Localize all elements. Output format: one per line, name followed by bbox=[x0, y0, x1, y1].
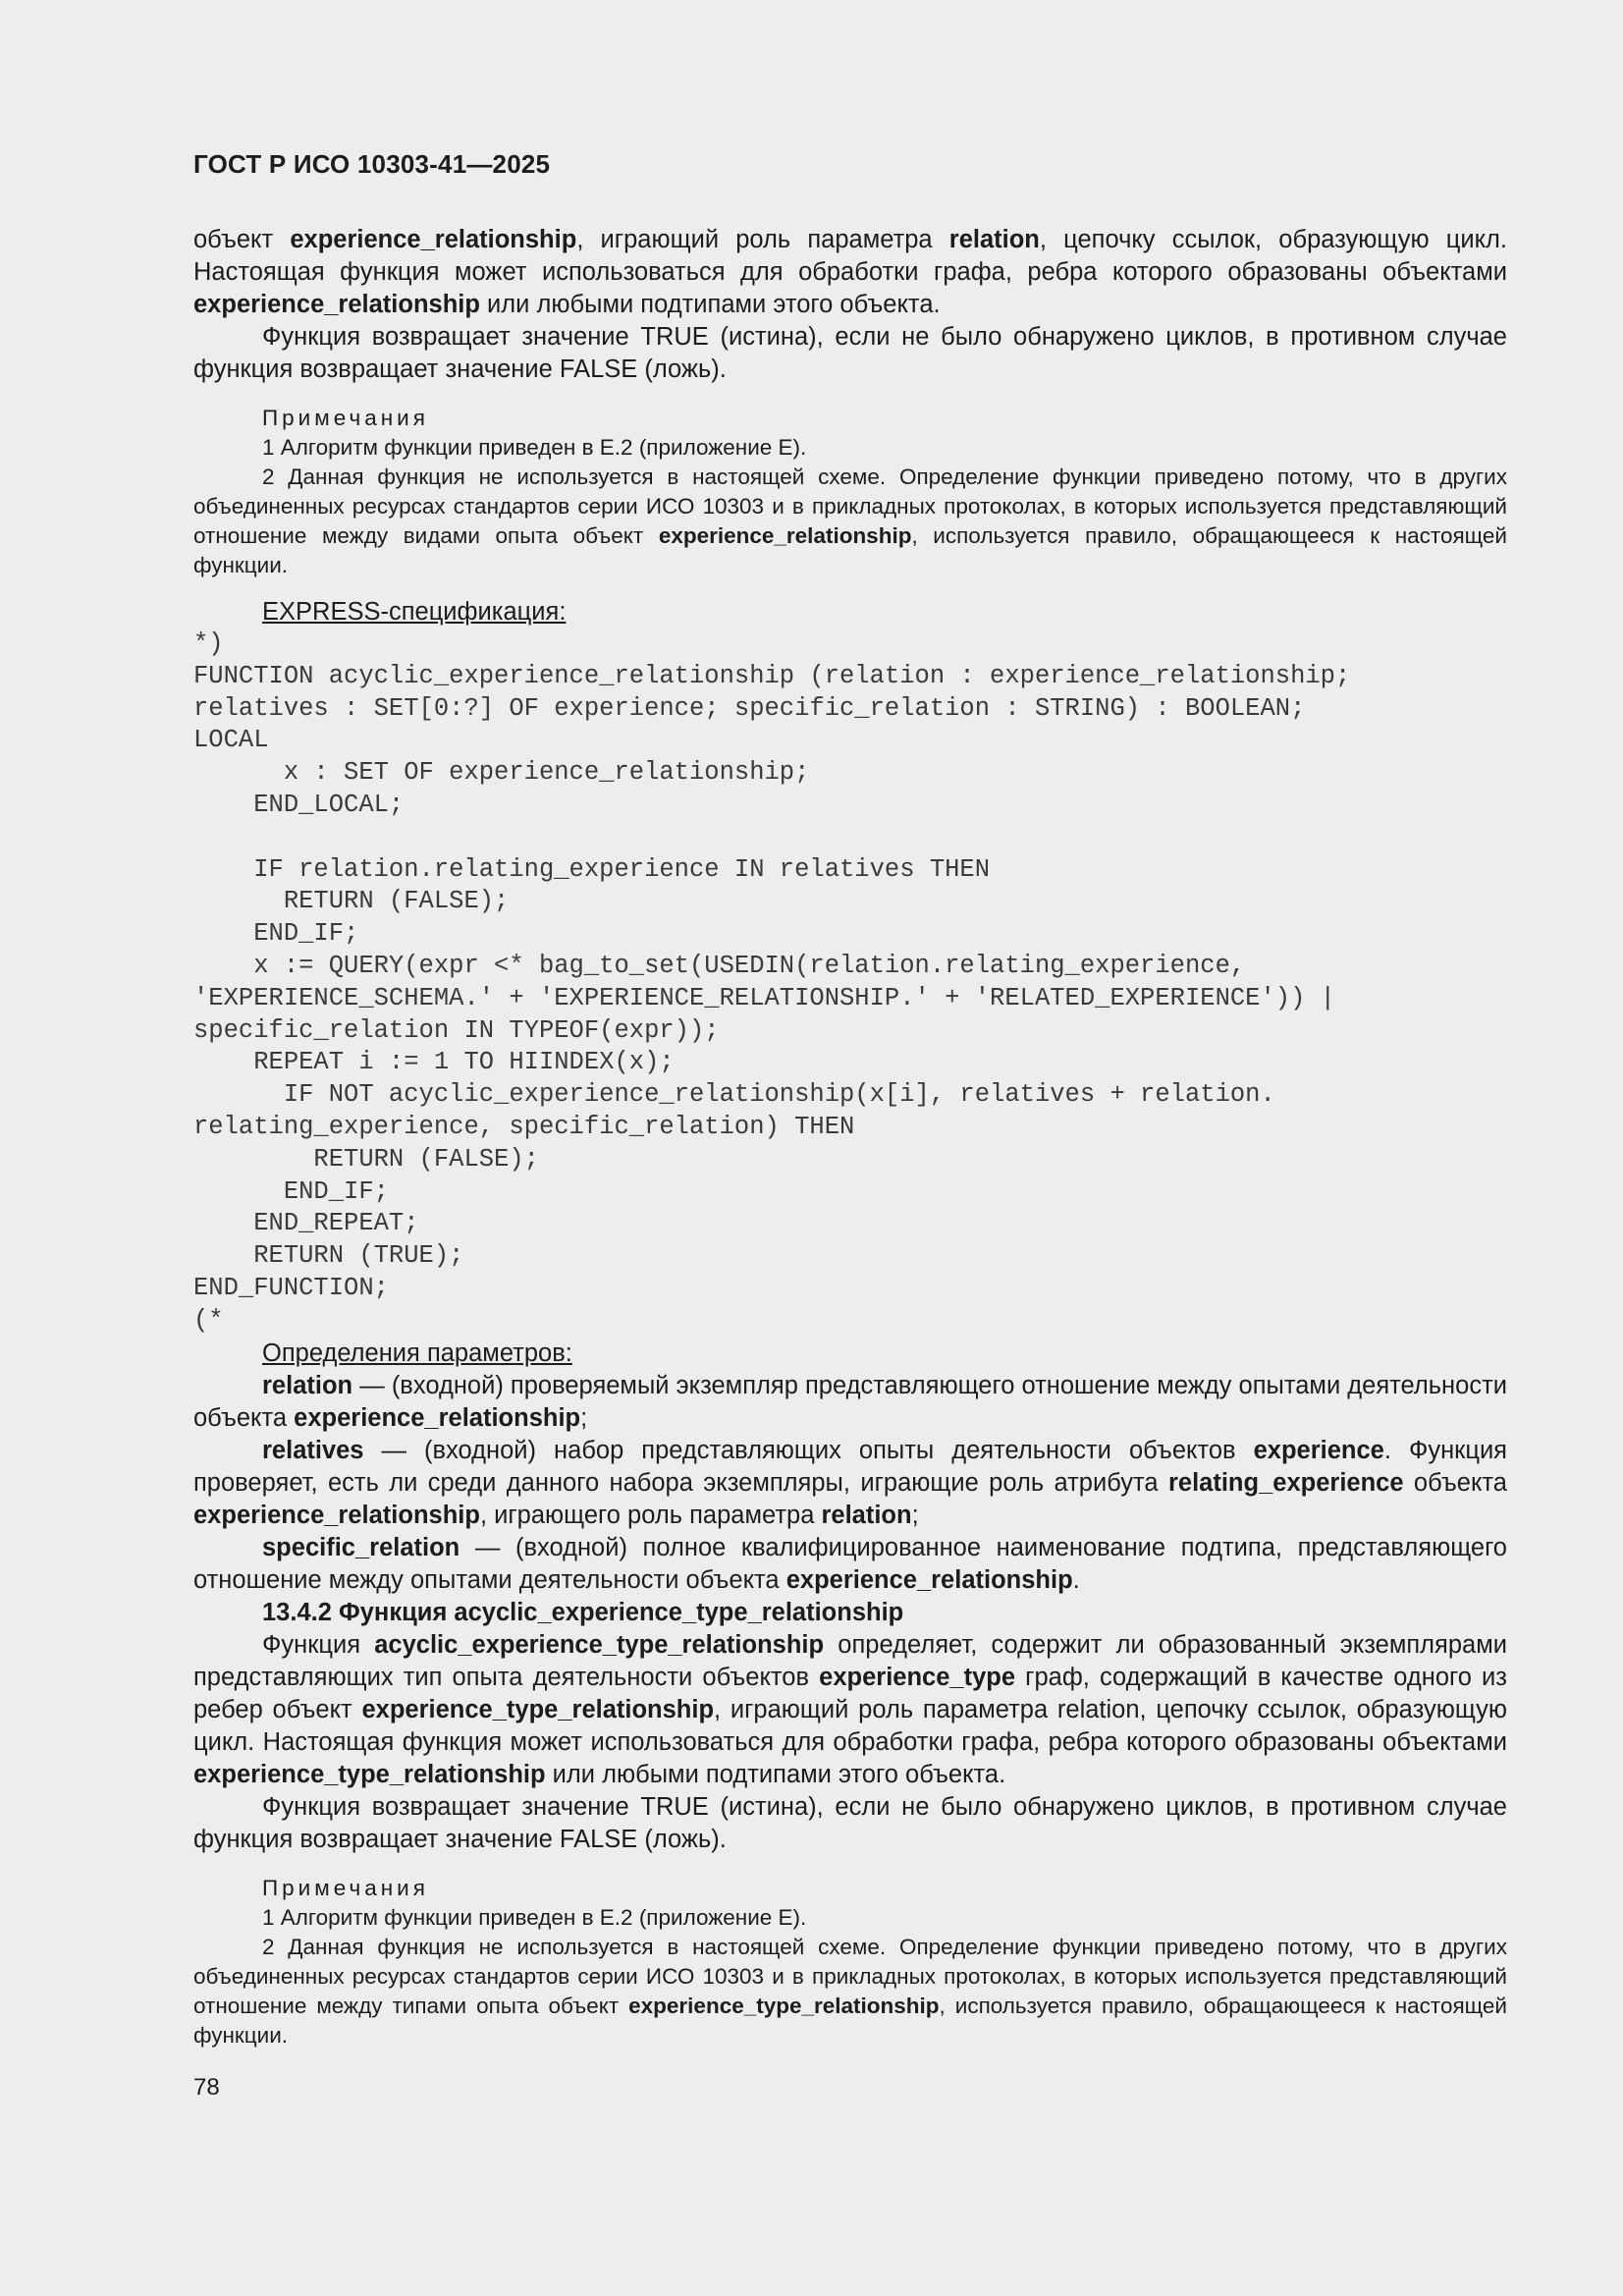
bold-term: experience_relationship bbox=[193, 1501, 480, 1529]
note-1: 1 Алгоритм функции приведен в Е.2 (приложение Е). bbox=[262, 1904, 807, 1930]
express-label: EXPRESS-спецификация: bbox=[262, 598, 567, 626]
section-title: 13.4.2 Функция acyclic_experience_type_relationship bbox=[262, 1598, 904, 1626]
note-2: 2 Данная функция не используется в настоящей схеме. Определение функции приведено потому, что в других объединенных ресурсах стандартов серии ИСО 10303 и в прикладных протоколах, в которых используется представляющий отношение между типами опыта объект experience_type_relationship, используется правило, обращающееся к настоящей функции. bbox=[193, 1934, 1507, 2048]
bold-term: experience_relationship bbox=[290, 226, 577, 253]
note-1: 1 Алгоритм функции приведен в Е.2 (приложение Е). bbox=[262, 435, 807, 460]
bold-term: experience_type_relationship bbox=[361, 1695, 715, 1723]
bold-term: relatives bbox=[262, 1436, 364, 1464]
note-2: 2 Данная функция не используется в настоящей схеме. Определение функции приведено потому, что в других объединенных ресурсах стандартов серии ИСО 10303 и в прикладных протоколах, в которых используется представляющий отношение между видами опыта объект experience_relationship, используется правило, обращающееся к настоящей функции. bbox=[193, 465, 1507, 577]
param-relatives: relatives — (входной) набор представляющих опыты деятельности объектов experience. Функция проверяет, есть ли среди данного набора экземпляры, играющие роль атрибута relating_experience объекта experience_relationship, играющего роль параметра relation; bbox=[193, 1436, 1507, 1529]
bold-term: experience_relationship bbox=[785, 1565, 1073, 1594]
bold-term: experience_type_relationship bbox=[193, 1760, 546, 1788]
notes-title: Примечания bbox=[262, 406, 429, 430]
page-number: 78 bbox=[193, 2074, 220, 2101]
bold-term: relation bbox=[948, 226, 1040, 253]
bold-term: experience_relationship bbox=[658, 523, 912, 548]
bold-term: experience bbox=[1253, 1436, 1384, 1464]
bold-term: experience_relationship bbox=[193, 291, 480, 318]
express-code: *) FUNCTION acyclic_experience_relationship (relation : experience_relationship; relatives : SET[0:?] OF experience; specific_relation : STRING) : BOOLEAN; LOCAL x : SET OF experience_relationship; END_LOCAL; IF relation.relating_experience IN relatives THEN RETURN (FALSE); END_IF; x := QUERY(expr <* bag_to_set(USEDIN(relation.relating_experience, 'EXPERIENCE_SCHEMA.' + 'EXPERIENCE_RELATIONSHIP.' + 'RELATED_EXPERIENCE')) | specific_relation IN TYPEOF(expr)); REPEAT i := 1 TO HIINDEX(x); IF NOT acyclic_experience_relationship(x[i], relatives + relation. relating_experience, specific_relation) THEN RETURN (FALSE); END_IF; END_REPEAT; RETURN (TRUE); END_FUNCTION; (* bbox=[193, 629, 1351, 1335]
bold-term: relating_experience bbox=[1167, 1468, 1404, 1497]
bold-term: acyclic_experience_type_relationship bbox=[374, 1630, 825, 1659]
paragraph-return: Функция возвращает значение TRUE (истина), если не было обнаружено циклов, в противном случае функция возвращает значение FALSE (ложь). bbox=[193, 323, 1507, 383]
bold-term: relation bbox=[262, 1371, 353, 1399]
notes-block-2 bbox=[193, 1874, 1507, 2050]
param-specific-relation: specific_relation — (входной) полное квалифицированное наименование подтипа, представляющего отношение между опытами деятельности объекта experience_relationship. bbox=[193, 1533, 1507, 1594]
paragraph-intro: объект experience_relationship, играющий роль параметра relation, цепочку ссылок, образующую цикл. Настоящая функция может использоваться для обработки графа, ребра которого образованы объектами experience_relationship или любыми подтипами этого объекта. bbox=[193, 226, 1507, 318]
bold-term: experience_type bbox=[819, 1663, 1016, 1691]
bold-term: experience_relationship bbox=[294, 1403, 581, 1432]
param-relation: relation — (входной) проверяемый экземпляр представляющего отношение между опытами деятельности объекта experience_relationship; bbox=[193, 1371, 1507, 1432]
paragraph-section: Функция acyclic_experience_type_relationship определяет, содержит ли образованный экземплярами представляющих тип опыта деятельности объектов experience_type граф, содержащий в качестве одного из ребер объект experience_type_relationship, играющий роль параметра relation, цепочку ссылок, образующую цикл. Настоящая функция может использоваться для обработки графа, ребра которого образованы объектами experience_type_relationship или любыми подтипами этого объекта. bbox=[193, 1630, 1507, 1788]
page-content bbox=[193, 224, 1507, 2050]
bold-term: specific_relation bbox=[262, 1533, 460, 1561]
params-label: Определения параметров: bbox=[262, 1339, 572, 1367]
bold-term: relation bbox=[821, 1501, 912, 1529]
notes-title: Примечания bbox=[262, 1875, 429, 1900]
bold-term: experience_type_relationship bbox=[628, 1993, 940, 2018]
paragraph-section-return: Функция возвращает значение TRUE (истина), если не было обнаружено циклов, в противном случае функция возвращает значение FALSE (ложь). bbox=[193, 1792, 1507, 1853]
notes-block-1 bbox=[193, 404, 1507, 580]
document-header: ГОСТ Р ИСО 10303-41—2025 bbox=[193, 149, 551, 179]
